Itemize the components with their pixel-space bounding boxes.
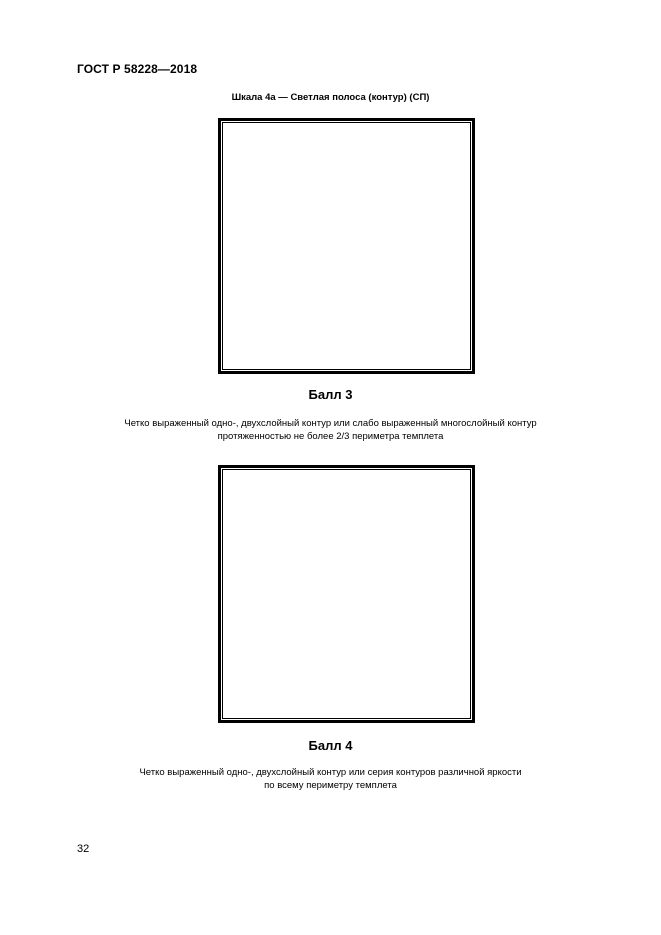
document-header: ГОСТ Р 58228—2018 (77, 62, 198, 76)
description-line: Четко выраженный одно-, двухслойный контур или серия контуров различной яркости (139, 767, 522, 778)
sample-image-frame-score-3 (218, 118, 475, 374)
score-description-3 (0, 418, 661, 443)
score-label-3: Балл 3 (308, 387, 353, 402)
scale-title: Шкала 4а — Светлая полоса (контур) (СП) (231, 92, 430, 103)
score-description-4 (0, 767, 661, 792)
description-line: Четко выраженный одно-, двухслойный контур или слабо выраженный многослойный контур (124, 418, 537, 429)
description-line: протяженностью не более 2/3 периметра темплета (217, 430, 444, 442)
sample-image-frame-score-4 (218, 465, 475, 723)
description-line: по всему периметру темплета (264, 779, 397, 791)
page-number: 32 (77, 843, 90, 855)
score-label-4: Балл 4 (308, 738, 353, 753)
